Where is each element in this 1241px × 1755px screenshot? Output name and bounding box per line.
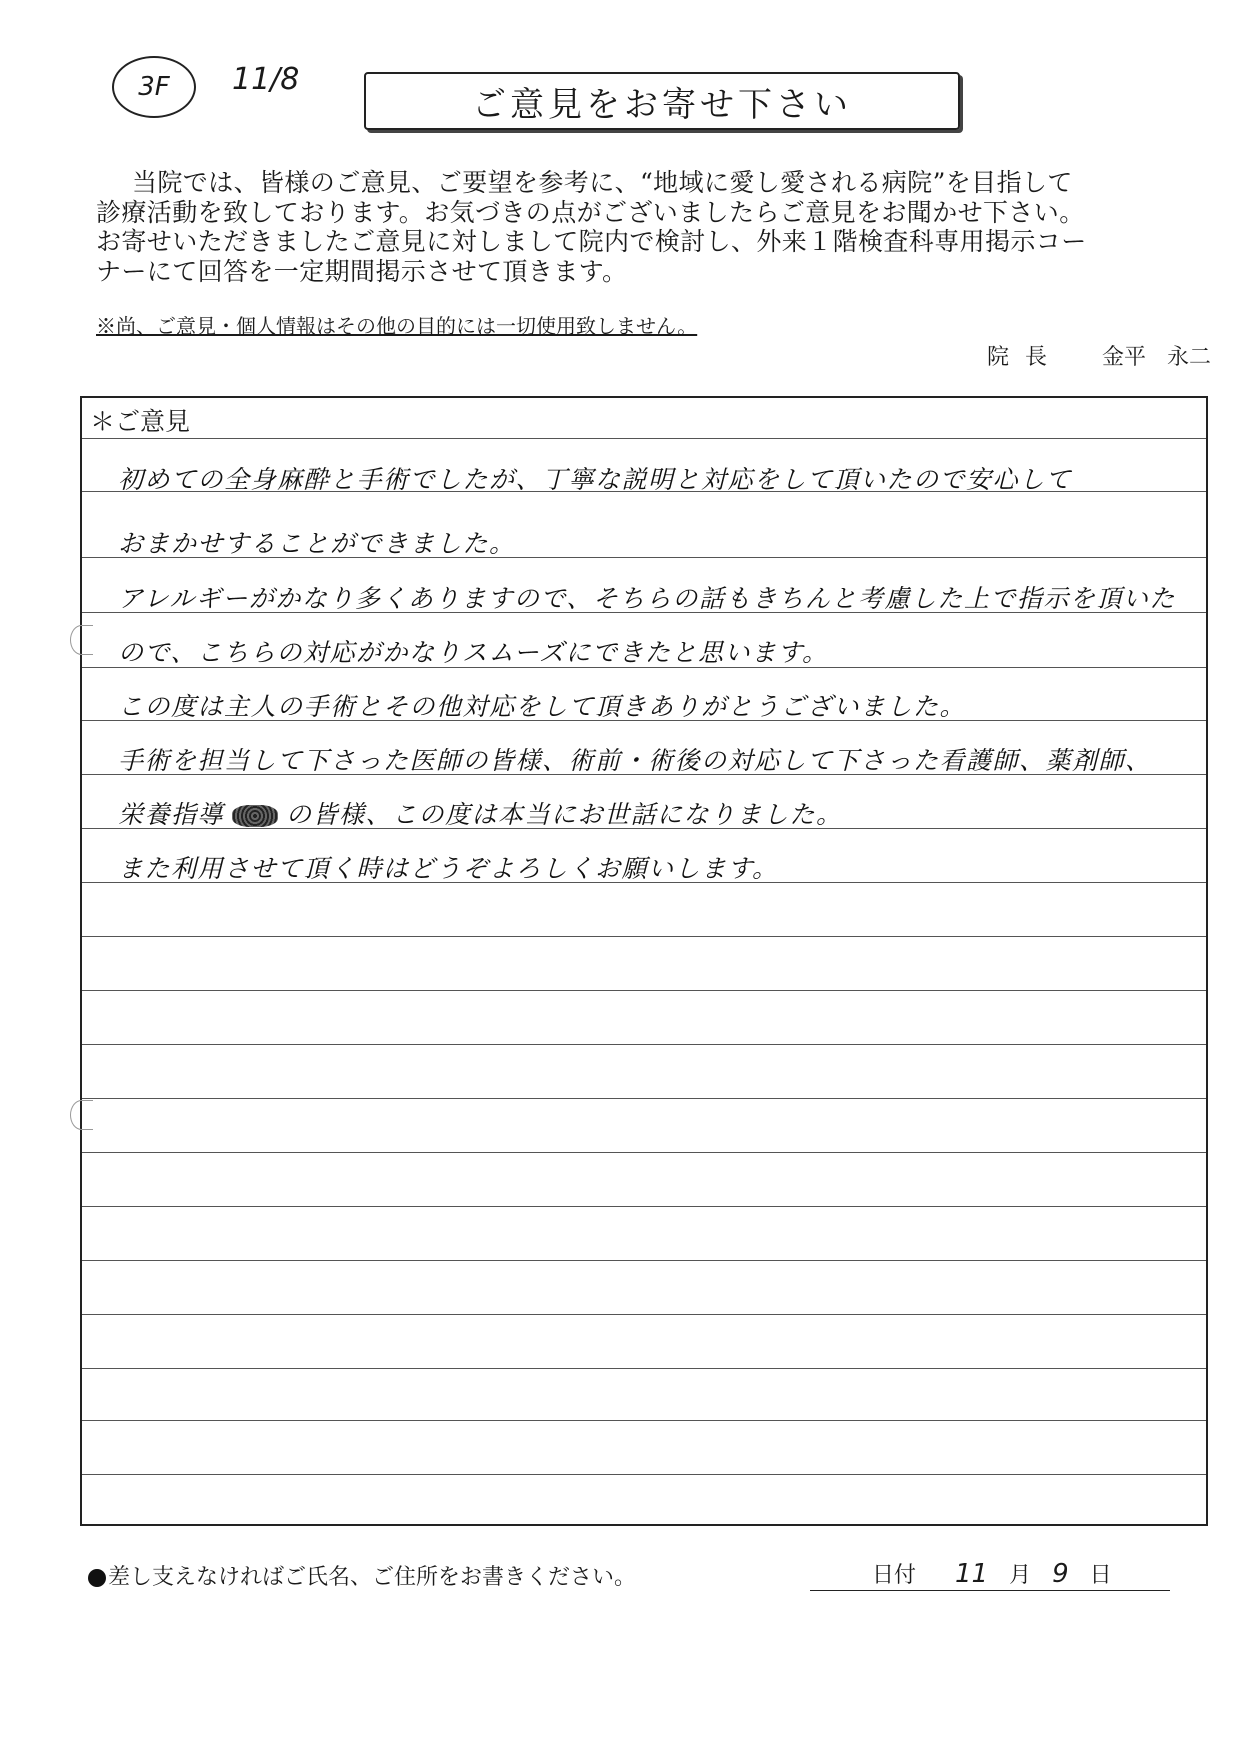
date-label: 日付 <box>872 1563 917 1588</box>
director-role: 院長 <box>986 345 1063 370</box>
opinion-line: アレルギーがかなり多くありますので、そちらの話もきちんと考慮した上で指示を頂いた <box>118 584 1176 613</box>
ruled-line <box>82 1044 1206 1045</box>
opinion-box <box>80 396 1208 1526</box>
intro-line: ナーにて回答を一定期間掲示させて頂きます。 <box>96 256 628 286</box>
date-field <box>810 1558 1170 1591</box>
intro-line: 診療活動を致しております。お気づきの点がございましたらご意見をお聞かせ下さい。 <box>96 197 1085 227</box>
received-date-mark: 11/8 <box>232 62 300 97</box>
opinion-line: ので、こちらの対応がかなりスムーズにできたと思います。 <box>118 638 829 667</box>
contact-note <box>88 1560 636 1591</box>
ruled-line <box>82 1420 1206 1421</box>
opinion-line-start: 栄養指導 <box>118 800 225 829</box>
opinion-line-end: の皆様、この度は本当にお世話になりました。 <box>286 800 843 829</box>
opinion-label: ＊ご意見 <box>90 407 191 436</box>
ruled-line <box>82 438 1206 439</box>
opinion-line-with-redaction <box>118 795 843 831</box>
opinion-line: おまかせすることができました。 <box>118 529 516 558</box>
form-title: ご意見をお寄せ下さい <box>364 72 960 130</box>
ruled-line <box>82 1260 1206 1261</box>
ruled-line <box>82 936 1206 937</box>
date-day-value: 9 <box>1052 1559 1069 1589</box>
bullet-dot-icon <box>88 1569 106 1587</box>
director-signature <box>987 340 1211 371</box>
ruled-line <box>82 1098 1206 1099</box>
ruled-line <box>82 1474 1206 1475</box>
floor-mark-text: 3F <box>138 72 170 102</box>
ruled-line <box>82 990 1206 991</box>
binder-hole <box>70 625 93 655</box>
binder-hole <box>70 1100 93 1130</box>
director-family-name: 金平 <box>1101 345 1146 370</box>
director-given-name: 永二 <box>1166 345 1211 370</box>
privacy-note: ※尚、ご意見・個人情報はその他の目的には一切使用致しません。 <box>96 314 698 338</box>
ruled-line <box>82 1368 1206 1369</box>
date-day-unit: 日 <box>1089 1563 1112 1588</box>
ruled-line <box>82 1206 1206 1207</box>
ruled-line <box>82 1152 1206 1153</box>
intro-line: 当院では、皆様のご意見、ご要望を参考に、“地域に愛し愛される病院”を目指して <box>132 168 1073 197</box>
date-month-value: 11 <box>955 1559 989 1589</box>
opinion-line: 手術を担当して下さった医師の皆様、術前・術後の対応して下さった看護師、薬剤師、 <box>118 746 1152 775</box>
ruled-line <box>82 1314 1206 1315</box>
opinion-line: 初めての全身麻酔と手術でしたが、丁寧な説明と対応をして頂いたので安心して <box>118 465 1073 494</box>
floor-circle-mark <box>112 56 196 118</box>
intro-paragraph <box>96 168 1216 286</box>
intro-line: お寄せいただきましたご意見に対しまして院内で検討し、外来１階検査科専用掲示コー <box>96 227 1087 256</box>
date-month-unit: 月 <box>1009 1563 1032 1588</box>
opinion-line: また利用させて頂く時はどうぞよろしくお願いします。 <box>118 854 779 883</box>
opinion-line: この度は主人の手術とその他対応をして頂きありがとうございました。 <box>118 692 967 721</box>
contact-note-text: 差し支えなければご氏名、ご住所をお書きください。 <box>108 1565 637 1590</box>
redaction-scribble <box>232 805 278 827</box>
